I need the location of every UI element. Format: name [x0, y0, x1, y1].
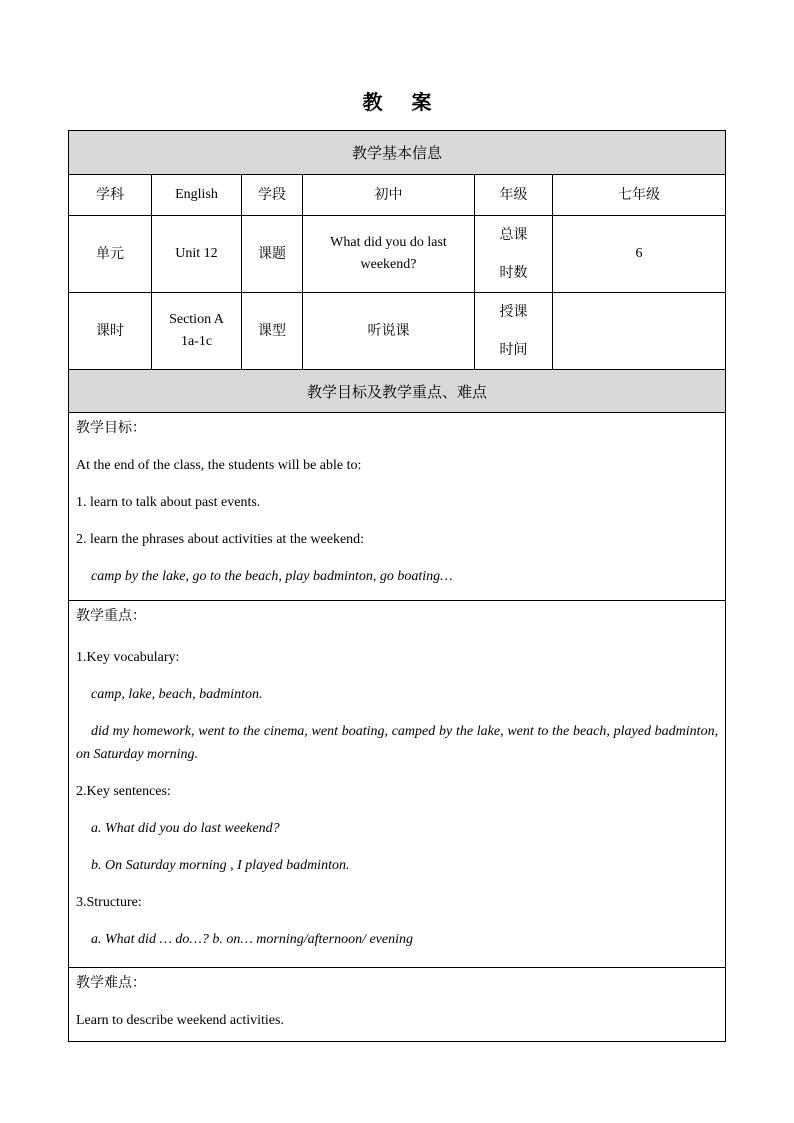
period-label: 课时	[69, 293, 152, 370]
teaching-time-value	[553, 293, 726, 370]
period-value	[152, 293, 242, 370]
difficulties-heading: 教学难点：	[76, 975, 146, 991]
objectives-cell	[69, 413, 726, 601]
lesson-type-value: 听说课	[303, 293, 475, 370]
teaching-time-label-line-1: 授课	[499, 304, 528, 320]
lesson-type-label: 课型	[242, 293, 303, 370]
info-row-unit	[69, 216, 726, 293]
grade-label: 年级	[475, 175, 553, 216]
objective-phrases: camp by the lake, go to the beach, play badminton, go boating…	[91, 569, 453, 584]
difficulties-row	[69, 968, 726, 1042]
total-hours-value: 6	[553, 216, 726, 293]
unit-value: Unit 12	[152, 216, 242, 293]
grade-value: 七年级	[553, 175, 726, 216]
objectives-heading: 教学目标：	[76, 420, 146, 436]
key-points-row	[69, 601, 726, 968]
subject-value: English	[152, 175, 242, 216]
total-hours-label-line-2: 时数	[499, 265, 528, 281]
period-line-1: Section A	[169, 312, 224, 327]
goals-header: 教学目标及教学重点、难点	[69, 370, 726, 413]
structure-text: a. What did … do…? b. on… morning/afternoon/ evening	[91, 932, 413, 947]
info-row-subject	[69, 175, 726, 216]
basic-info-header-row	[69, 131, 726, 175]
stage-label: 学段	[242, 175, 303, 216]
objective-item-1: 1. learn to talk about past events.	[76, 495, 261, 510]
goals-header-row	[69, 370, 726, 413]
unit-label: 单元	[69, 216, 152, 293]
subject-label: 学科	[69, 175, 152, 216]
lesson-plan-table	[68, 130, 726, 1042]
period-line-2: 1a-1c	[180, 334, 213, 349]
page-title: 教 案	[362, 92, 444, 114]
total-hours-label-line-1: 总课	[499, 227, 528, 243]
vocab-words: camp, lake, beach, badminton.	[91, 687, 263, 702]
total-hours-label	[475, 216, 553, 293]
teaching-time-label	[475, 293, 553, 370]
stage-value: 初中	[303, 175, 475, 216]
topic-label: 课题	[242, 216, 303, 293]
objectives-intro: At the end of the class, the students will be able to:	[76, 458, 362, 473]
topic-line-2: weekend?	[360, 257, 417, 272]
topic-value	[303, 216, 475, 293]
objectives-row	[69, 413, 726, 601]
objective-item-2: 2. learn the phrases about activities at the weekend:	[76, 532, 365, 547]
key-points-heading: 教学重点：	[76, 608, 146, 624]
teaching-time-label-line-2: 时间	[499, 342, 528, 358]
vocab-phrases: did my homework, went to the cinema, went boating, camped by the lake, went to the beach, played badminton, on Saturday morning.	[76, 724, 719, 762]
info-row-period	[69, 293, 726, 370]
sentence-b: b. On Saturday morning , I played badminton.	[91, 858, 350, 873]
difficulties-cell	[69, 968, 726, 1042]
difficulties-text: Learn to describe weekend activities.	[76, 1013, 284, 1028]
key-points-cell	[69, 601, 726, 968]
vocab-heading: 1.Key vocabulary:	[76, 650, 180, 665]
basic-info-header: 教学基本信息	[69, 131, 726, 175]
structure-heading: 3.Structure:	[76, 895, 142, 910]
sentences-heading: 2.Key sentences:	[76, 784, 171, 799]
sentence-a: a. What did you do last weekend?	[91, 821, 280, 836]
topic-line-1: What did you do last	[330, 235, 447, 250]
